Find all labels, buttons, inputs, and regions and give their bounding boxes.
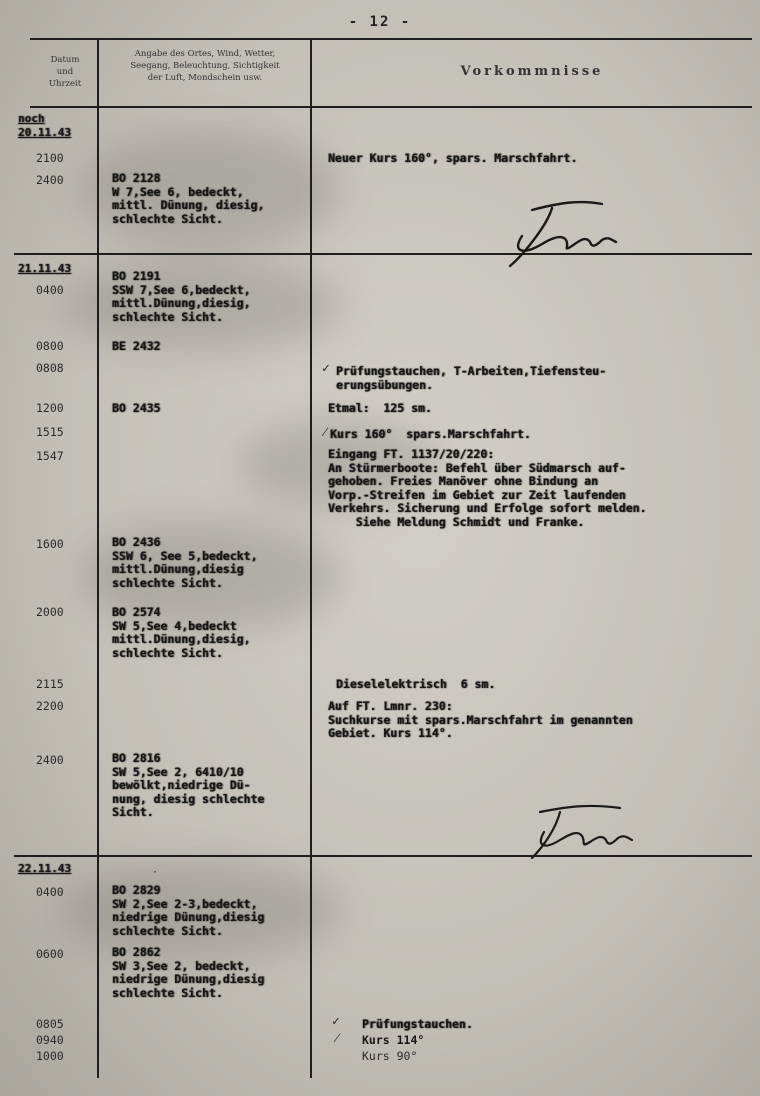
time-cell: 0800 [36, 339, 64, 353]
time-cell: 0808 [36, 361, 64, 375]
event-cell: Dieselelektrisch 6 sm. [336, 677, 496, 691]
time-cell: 0400 [36, 283, 64, 297]
time-cell: 2000 [36, 605, 64, 619]
time-cell: 0400 [36, 885, 64, 899]
checkmark-icon: ✓ [332, 1014, 340, 1029]
date-label-continued: noch 20.11.43 [18, 112, 71, 139]
position-cell: BE 2432 [112, 339, 161, 353]
position-cell: BO 2435 [112, 401, 161, 415]
event-cell: Neuer Kurs 160°, spars. Marschfahrt. [328, 151, 578, 165]
checkmark-icon: ⁄ [324, 425, 327, 440]
header-datum-column: Datum und Uhrzeit [48, 55, 82, 89]
time-cell: 0805 [36, 1017, 64, 1031]
signature-initial [492, 196, 632, 276]
time-cell: 2400 [36, 753, 64, 767]
top-rule [30, 38, 752, 40]
time-cell: 2100 [36, 151, 64, 165]
event-cell: Kurs 160° spars.Marschfahrt. [330, 427, 531, 441]
radio-message-cell: Eingang FT. 1137/20/220: An Stürmerboote: Befehl über Südmarsch auf- gehoben. Freies Manöver ohne Bindung an Vorp.-Streifen im Gebiet zur Zeit laufenden Verkehrs. Sicherung und Erfolge sofort melden. Siehe Meldung Schmidt und Franke. [328, 447, 647, 529]
date-label: 22.11.43 [18, 862, 71, 875]
time-cell: 2200 [36, 699, 64, 713]
time-cell: 2400 [36, 173, 64, 187]
checkmark-icon: ⁄ [336, 1031, 339, 1046]
header-events-column: Vorkommnisse [460, 64, 604, 79]
time-cell: 2115 [36, 677, 64, 691]
radio-message-cell: Auf FT. Lmnr. 230: Suchkurse mit spars.Marschfahrt im genannten Gebiet. Kurs 114°. [328, 699, 633, 741]
time-cell: 1000 [36, 1049, 64, 1063]
time-cell: 1547 [36, 449, 64, 463]
position-weather-cell: BO 2829 SW 2,See 2-3,bedeckt, niedrige Dünung,diesig schlechte Sicht. [112, 883, 265, 938]
event-cell: Prüfungstauchen. [362, 1017, 473, 1031]
position-weather-cell: BO 2816 SW 5,See 2, 6410/10 bewölkt,niedrige Dü- nung, diesig schlechte Sicht. [112, 751, 265, 820]
event-cell: Kurs 114° [362, 1033, 425, 1047]
position-weather-cell: BO 2191 SSW 7,See 6,bedeckt, mittl.Dünung,diesig, schlechte Sicht. [112, 269, 251, 324]
day-separator-rule [14, 253, 752, 255]
time-cell: 1600 [36, 537, 64, 551]
time-cell: 1200 [36, 401, 64, 415]
event-cell: Kurs 90° [362, 1049, 418, 1063]
time-cell: 0600 [36, 947, 64, 961]
date-label: 21.11.43 [18, 262, 71, 275]
position-weather-cell: BO 2128 W 7,See 6, bedeckt, mittl. Dünung, diesig, schlechte Sicht. [112, 171, 265, 226]
page-number: - 12 - [348, 14, 412, 30]
signature-initial [520, 798, 650, 868]
stray-mark: · [152, 867, 159, 878]
time-cell: 1515 [36, 425, 64, 439]
checkmark-icon: ✓ [322, 361, 330, 376]
position-weather-cell: BO 2862 SW 3,See 2, bedeckt, niedrige Dünung,diesig schlechte Sicht. [112, 945, 265, 1000]
header-rule [30, 106, 752, 108]
position-weather-cell: BO 2436 SSW 6, See 5,bedeckt, mittl.Dünung,diesig schlechte Sicht. [112, 535, 258, 590]
column-divider-2 [310, 38, 312, 1078]
time-cell: 0940 [36, 1033, 64, 1047]
event-cell: Etmal: 125 sm. [328, 401, 432, 415]
event-cell: Prüfungstauchen, T-Arbeiten,Tiefensteu- erungsübungen. [336, 364, 607, 392]
position-weather-cell: BO 2574 SW 5,See 4,bedeckt mittl.Dünung,diesig, schlechte Sicht. [112, 605, 251, 660]
column-divider-1 [97, 38, 99, 1078]
header-position-column: Angabe des Ortes, Wind, Wetter, Seegang, Beleuchtung, Sichtigkeit der Luft, Mondschein usw. [130, 49, 280, 83]
